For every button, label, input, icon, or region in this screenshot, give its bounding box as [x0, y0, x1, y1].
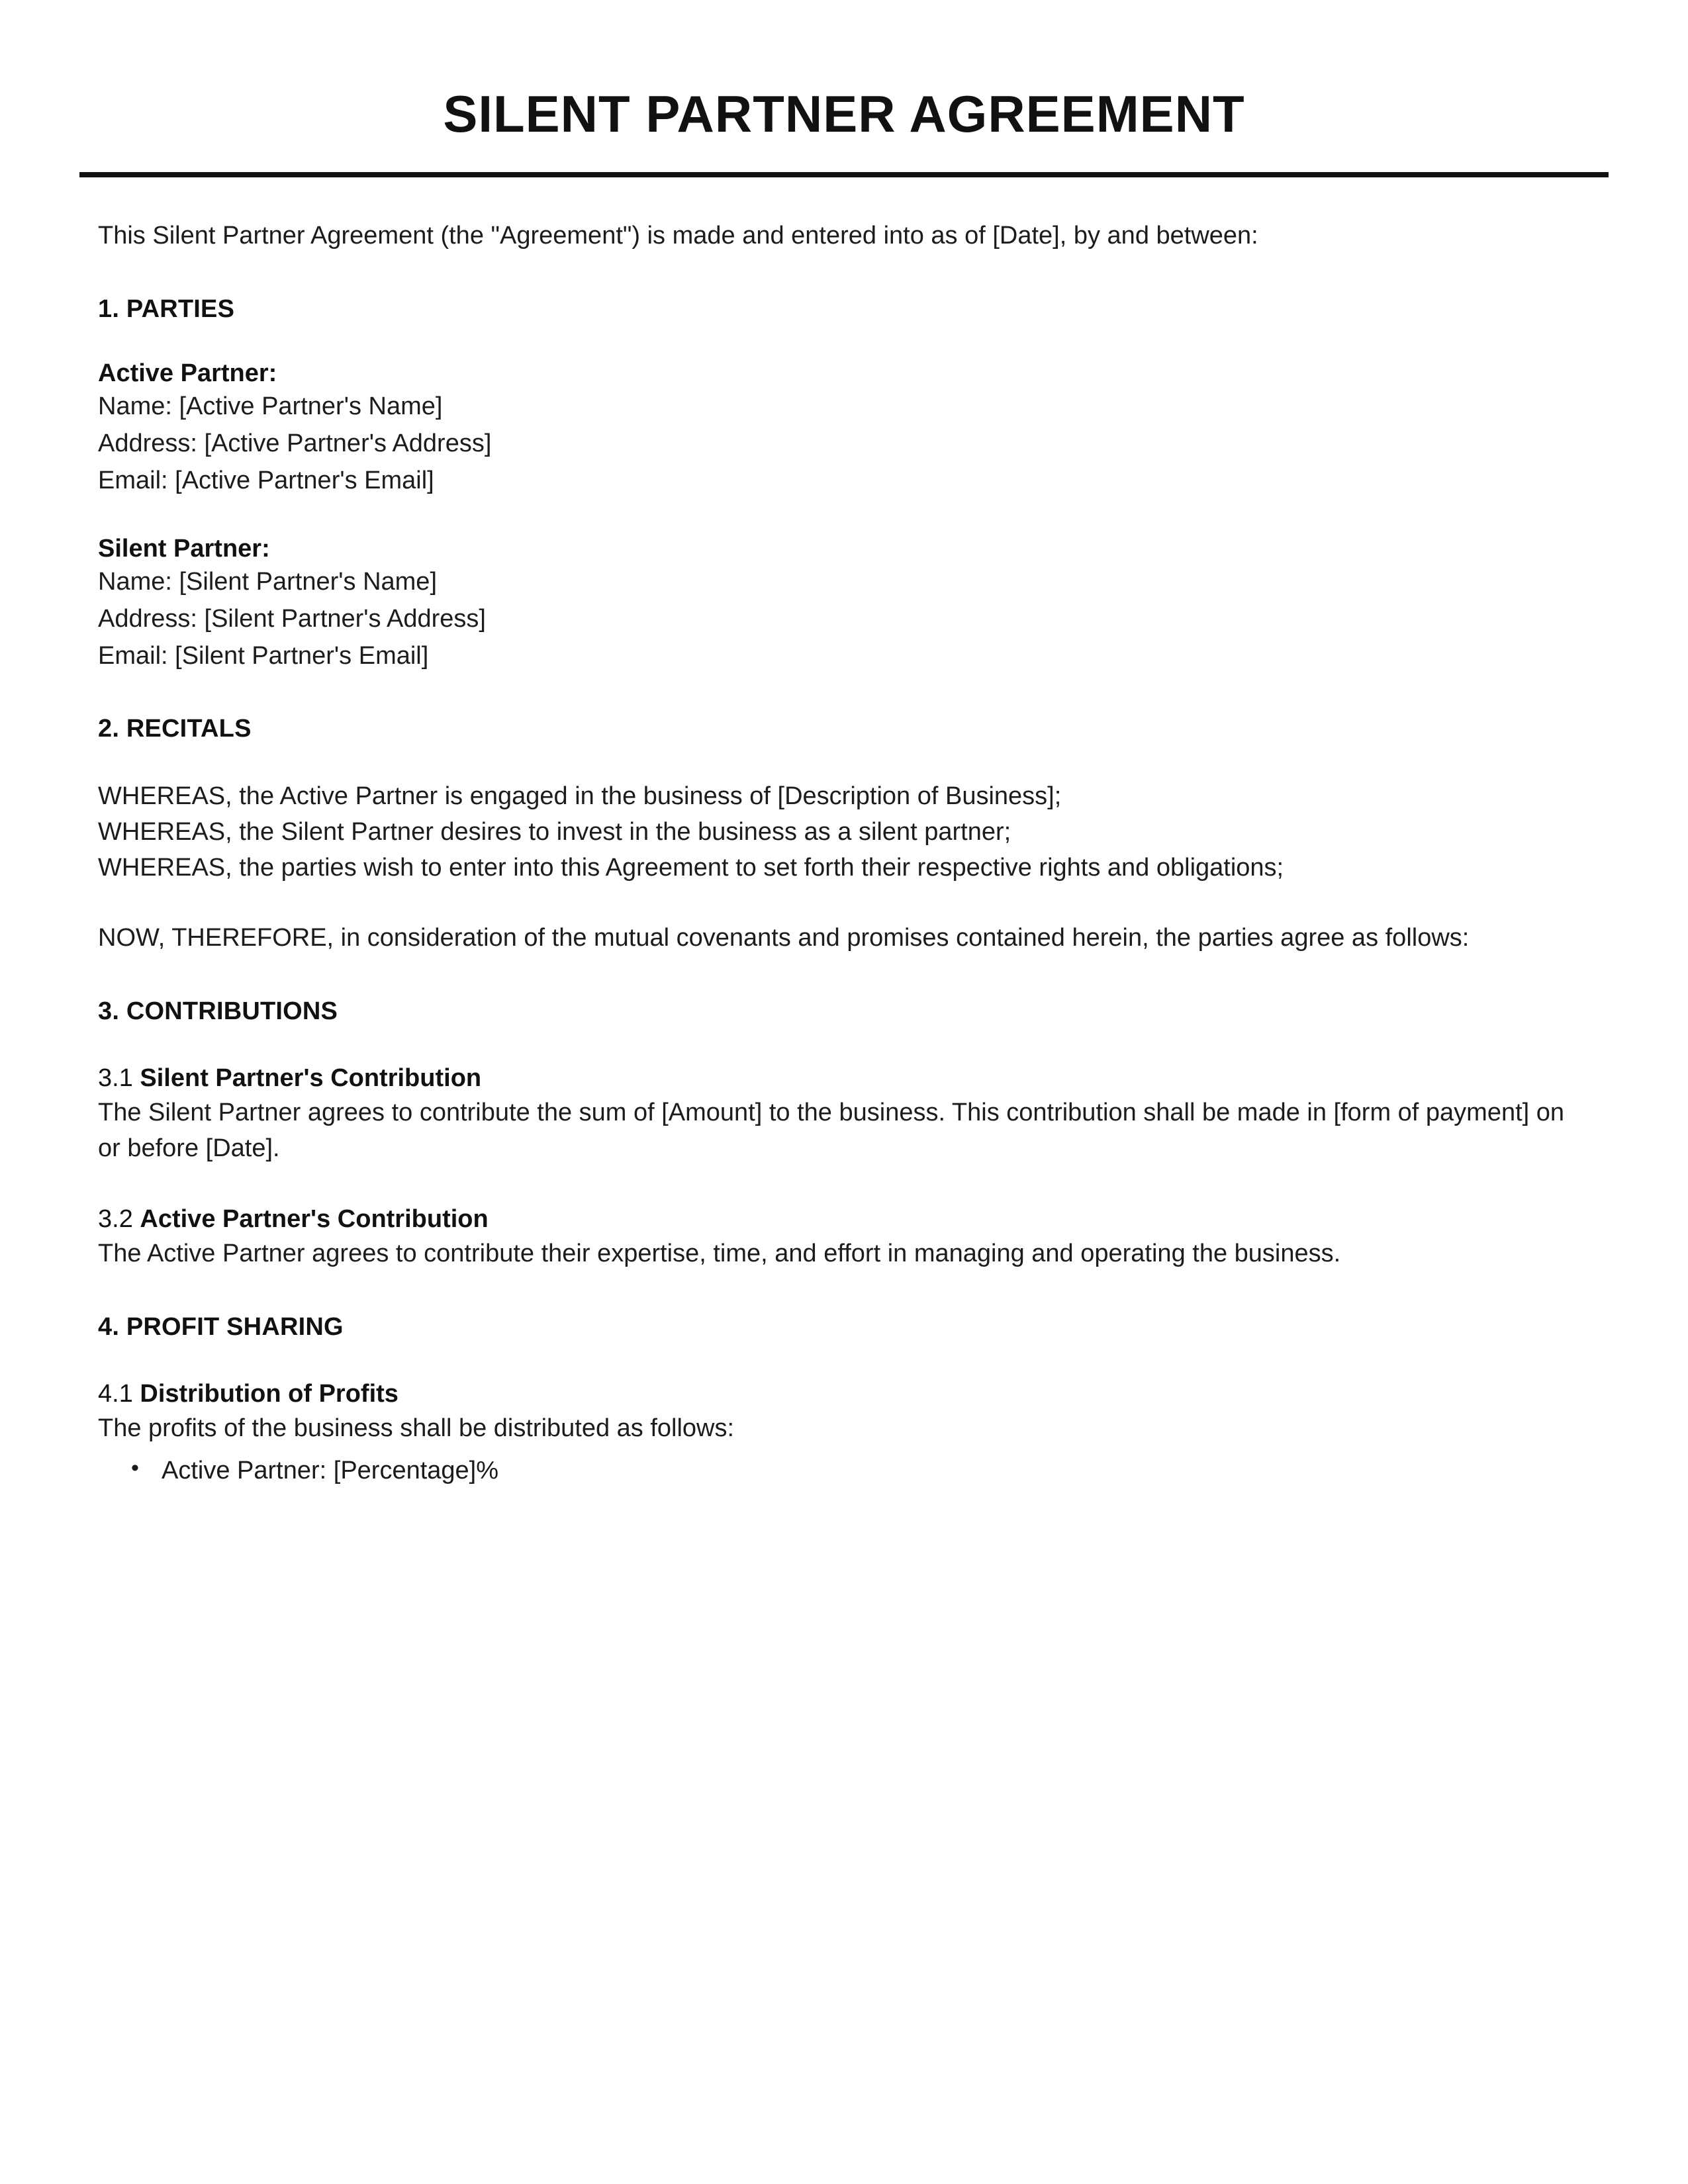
- active-partner-name: Name: [Active Partner's Name]: [98, 392, 443, 420]
- silent-partner-label: Silent Partner:: [98, 534, 270, 563]
- profit-distribution-list: [98, 1453, 1590, 1489]
- silent-partner-name: Name: [Silent Partner's Name]: [98, 567, 437, 596]
- title-block: [0, 0, 1688, 177]
- intro-paragraph: This Silent Partner Agreement (the "Agreement") is made and entered into as of [Date], by and between:: [98, 221, 1258, 250]
- heading-parties: 1. PARTIES: [98, 295, 235, 323]
- subheading-3-2-title: Active Partner's Contribution: [140, 1205, 489, 1234]
- subheading-3-1-number: 3.1: [98, 1064, 133, 1093]
- subheading-3-2: [98, 1205, 1590, 1234]
- heading-profit-sharing: 4. PROFIT SHARING: [98, 1313, 344, 1342]
- recital-whereas-2: WHEREAS, the Silent Partner desires to invest in the business as a silent partner;: [98, 818, 1011, 846]
- paragraph-4-1: The profits of the business shall be distributed as follows:: [98, 1414, 735, 1443]
- active-partner-block: [98, 359, 1590, 499]
- paragraph-3-2: The Active Partner agrees to contribute their expertise, time, and effort in managing and operating the business.: [98, 1240, 1341, 1268]
- heading-recitals: 2. RECITALS: [98, 715, 252, 743]
- recital-now-therefore: NOW, THEREFORE, in consideration of the mutual covenants and promises contained herein, the parties agree as follows:: [98, 924, 1470, 952]
- title-divider: [79, 172, 1609, 177]
- silent-partner-email: Email: [Silent Partner's Email]: [98, 641, 429, 670]
- document-body: [0, 218, 1688, 1489]
- subheading-4-1-number: 4.1: [98, 1380, 133, 1408]
- active-partner-label: Active Partner:: [98, 359, 277, 387]
- subheading-4-1: [98, 1380, 1590, 1408]
- recital-whereas-3: WHEREAS, the parties wish to enter into this Agreement to set forth their respective rights and obligations;: [98, 854, 1284, 882]
- active-partner-address: Address: [Active Partner's Address]: [98, 429, 492, 457]
- paragraph-3-1: The Silent Partner agrees to contribute the sum of [Amount] to the business. This contribution shall be made in [form of payment] on or before [Date].: [98, 1099, 1565, 1163]
- recitals-whereas-block: [98, 779, 1590, 886]
- subheading-3-2-number: 3.2: [98, 1205, 133, 1234]
- silent-partner-address: Address: [Silent Partner's Address]: [98, 604, 486, 633]
- heading-contributions: 3. CONTRIBUTIONS: [98, 997, 338, 1026]
- silent-partner-block: [98, 535, 1590, 674]
- subheading-3-1: [98, 1064, 1590, 1093]
- subheading-4-1-title: Distribution of Profits: [140, 1380, 399, 1408]
- page-title: SILENT PARTNER AGREEMENT: [443, 85, 1245, 143]
- list-item: • Active Partner: [Percentage]%: [162, 1453, 1590, 1489]
- active-partner-email: Email: [Active Partner's Email]: [98, 466, 434, 494]
- recital-whereas-1: WHEREAS, the Active Partner is engaged in the business of [Description of Business];: [98, 782, 1062, 811]
- subheading-3-1-title: Silent Partner's Contribution: [140, 1064, 482, 1093]
